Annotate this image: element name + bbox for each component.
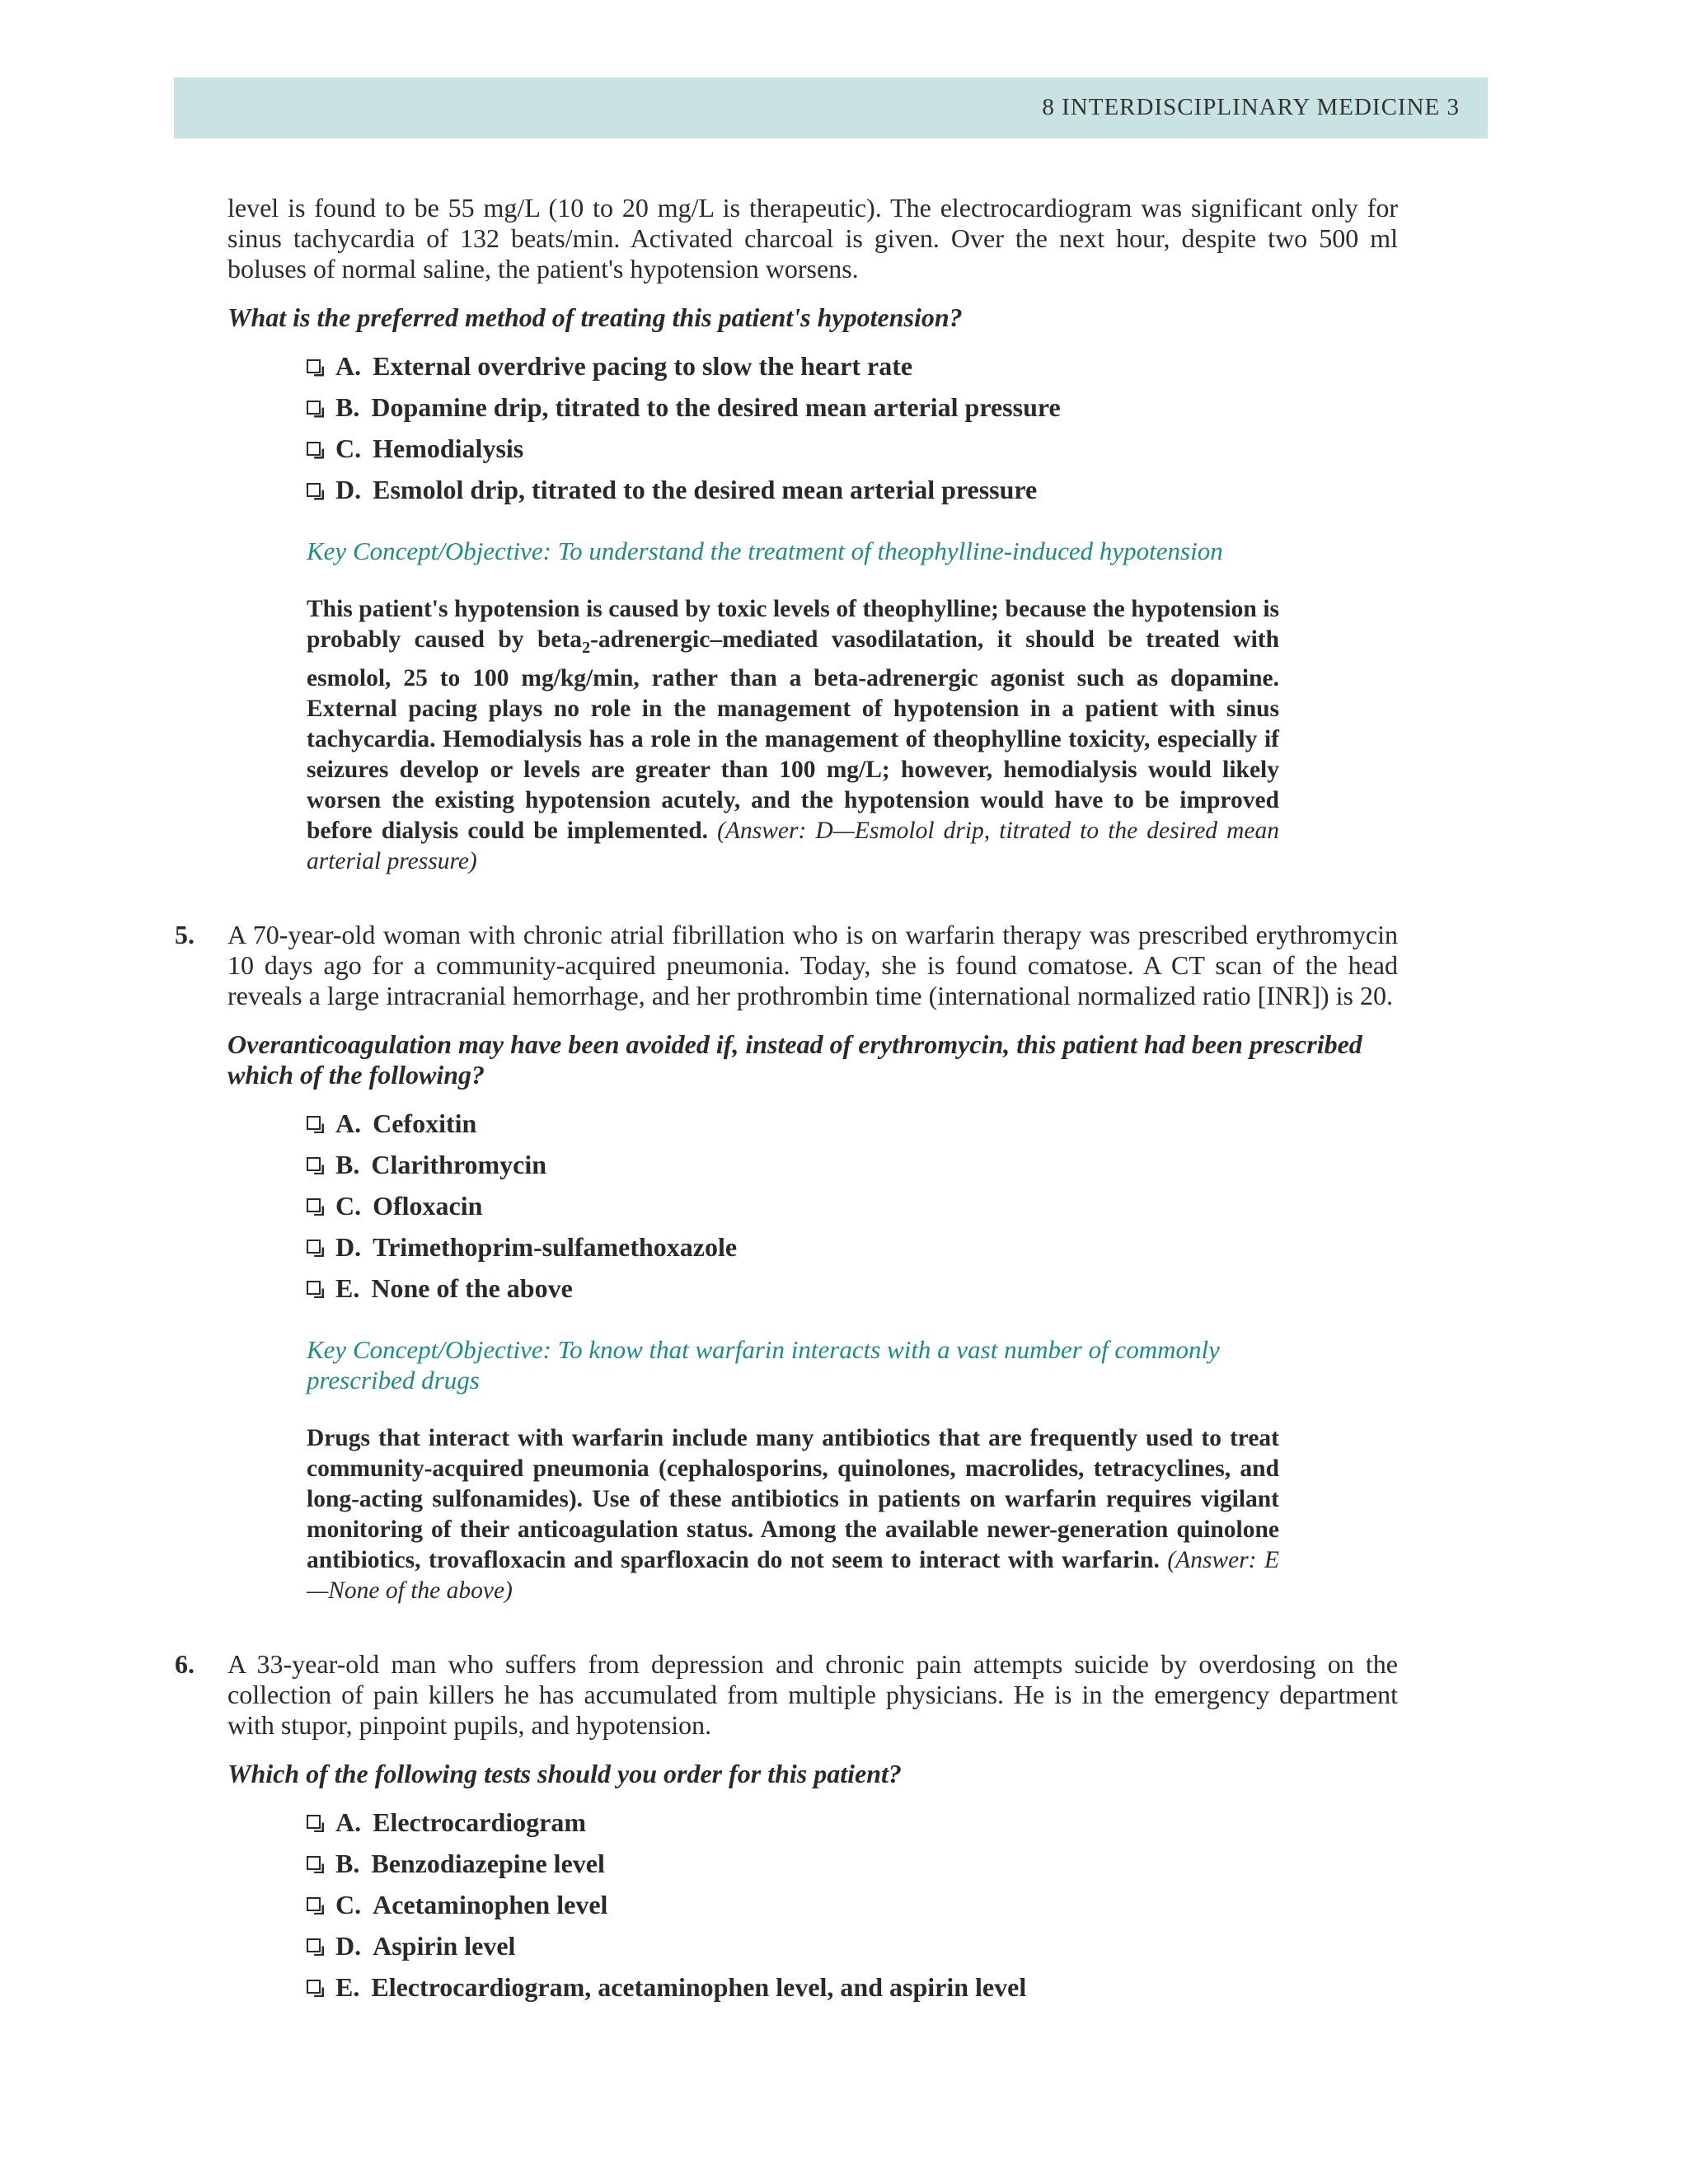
option-e[interactable]: E. Electrocardiogram, acetaminophen level, and aspirin level: [307, 1971, 1395, 2004]
checkbox-icon[interactable]: [307, 1281, 321, 1295]
question-stem: level is found to be 55 mg/L (10 to 20 mg/L is therapeutic). The electrocardiogram was significant only for sinus tachycardia of 132 beats/min. Activated charcoal is given. Over the next hour, despite two 500 ml boluses of normal saline, the patient's hypotension worsens.: [227, 193, 1398, 284]
answer-text: (Answer: E—None of the above): [307, 1546, 1280, 1604]
header-text: 8 INTERDISCIPLINARY MEDICINE 3: [1042, 94, 1460, 120]
page-content: [175, 193, 1398, 2012]
explanation: This patient's hypotension is caused by toxic levels of theophylline; because the hypotension is probably caused by beta$_2$-adrenergic–mediated vasodilatation, it should be treated with esmolol, 25 to 100 mg/kg/min, rather than a beta-adrenergic agonist such as dopamine. External pacing plays no role in the management of hypotension in a patient with sinus tachycardia. Hemodialysis has a role in the management of theophylline toxicity, especially if seizures develop or levels are greater than 100 mg/L; however, hemodialysis would likely worsen the existing hypotension acutely, and the hypotension would have to be improved before dialysis could be implemented. (Answer: D—Esmolol drip, titrated to the desired mean arterial pressure): [307, 596, 1280, 874]
question-number: 6.: [175, 1648, 195, 1679]
checkbox-icon[interactable]: [307, 359, 321, 373]
answer-options: [307, 1806, 1395, 2004]
key-concept: Key Concept/Objective: To know that warfarin interacts with a vast number of commonly prescribed drugs: [307, 1334, 1220, 1394]
answer-options: [307, 349, 1395, 506]
checkbox-icon[interactable]: [307, 442, 321, 456]
checkbox-icon[interactable]: [307, 401, 321, 415]
checkbox-icon[interactable]: [307, 1897, 321, 1911]
question-4-continued: [175, 193, 1398, 877]
question-prompt: Overanticoagulation may have been avoided if, instead of erythromycin, this patient had been prescribed which of the following?: [227, 1029, 1362, 1090]
answer-text: (Answer: D—Esmolol drip, titrated to the desired mean arterial pressure): [307, 817, 1280, 874]
answer-options: [307, 1107, 1395, 1305]
option-b[interactable]: B. Dopamine drip, titrated to the desired mean arterial pressure: [307, 391, 1395, 424]
checkbox-icon[interactable]: [307, 1198, 321, 1212]
key-concept: Key Concept/Objective: To understand the treatment of theophylline-induced hypotension: [307, 537, 1223, 565]
checkbox-icon[interactable]: [307, 483, 321, 497]
option-a[interactable]: A. Cefoxitin: [307, 1107, 1395, 1140]
checkbox-icon[interactable]: [307, 1856, 321, 1870]
option-a[interactable]: A. External overdrive pacing to slow the heart rate: [307, 349, 1395, 382]
question-stem: A 70-year-old woman with chronic atrial fibrillation who is on warfarin therapy was prescribed erythromycin 10 days ago for a community-acquired pneumonia. Today, she is found comatose. A CT scan of the head reveals a large intracranial hemorrhage, and her prothrombin time (international normalized ratio [INR]) is 20.: [227, 919, 1398, 1010]
question-number: 5.: [175, 919, 195, 949]
option-c[interactable]: C. Hemodialysis: [307, 432, 1395, 465]
option-b[interactable]: B. Clarithromycin: [307, 1148, 1395, 1181]
checkbox-icon[interactable]: [307, 1980, 321, 1994]
question-prompt: What is the preferred method of treating this patient's hypotension?: [227, 302, 963, 332]
option-b[interactable]: B. Benzodiazepine level: [307, 1847, 1395, 1880]
checkbox-icon[interactable]: [307, 1157, 321, 1171]
question-5: [175, 919, 1398, 1606]
explanation: Drugs that interact with warfarin include many antibiotics that are frequently used to treat community-acquired pneumonia (cephalosporins, quinolones, macrolides, tetracyclines, and long-acting sulfonamides). Use of these antibiotics in patients on warfarin requires vigilant monitoring of their anticoagulation status. Among the available newer-generation quinolone antibiotics, trovafloxacin and sparfloxacin do not seem to interact with warfarin. (Answer: E—None of the above): [307, 1424, 1280, 1604]
question-prompt: Which of the following tests should you order for this patient?: [227, 1758, 902, 1788]
option-d[interactable]: D. Aspirin level: [307, 1929, 1395, 1962]
checkbox-icon[interactable]: [307, 1116, 321, 1130]
option-c[interactable]: C. Acetaminophen level: [307, 1888, 1395, 1921]
option-c[interactable]: C. Ofloxacin: [307, 1189, 1395, 1222]
option-d[interactable]: D. Trimethoprim-sulfamethoxazole: [307, 1230, 1395, 1263]
checkbox-icon[interactable]: [307, 1938, 321, 1952]
question-6: [175, 1648, 1398, 2004]
running-header: [174, 77, 1488, 138]
option-d[interactable]: D. Esmolol drip, titrated to the desired mean arterial pressure: [307, 473, 1395, 506]
option-e[interactable]: E. None of the above: [307, 1272, 1395, 1305]
checkbox-icon[interactable]: [307, 1240, 321, 1254]
question-stem: A 33-year-old man who suffers from depression and chronic pain attempts suicide by overdosing on the collection of pain killers he has accumulated from multiple physicians. He is in the emergency department with stupor, pinpoint pupils, and hypotension.: [227, 1648, 1398, 1740]
option-a[interactable]: A. Electrocardiogram: [307, 1806, 1395, 1839]
checkbox-icon[interactable]: [307, 1815, 321, 1829]
